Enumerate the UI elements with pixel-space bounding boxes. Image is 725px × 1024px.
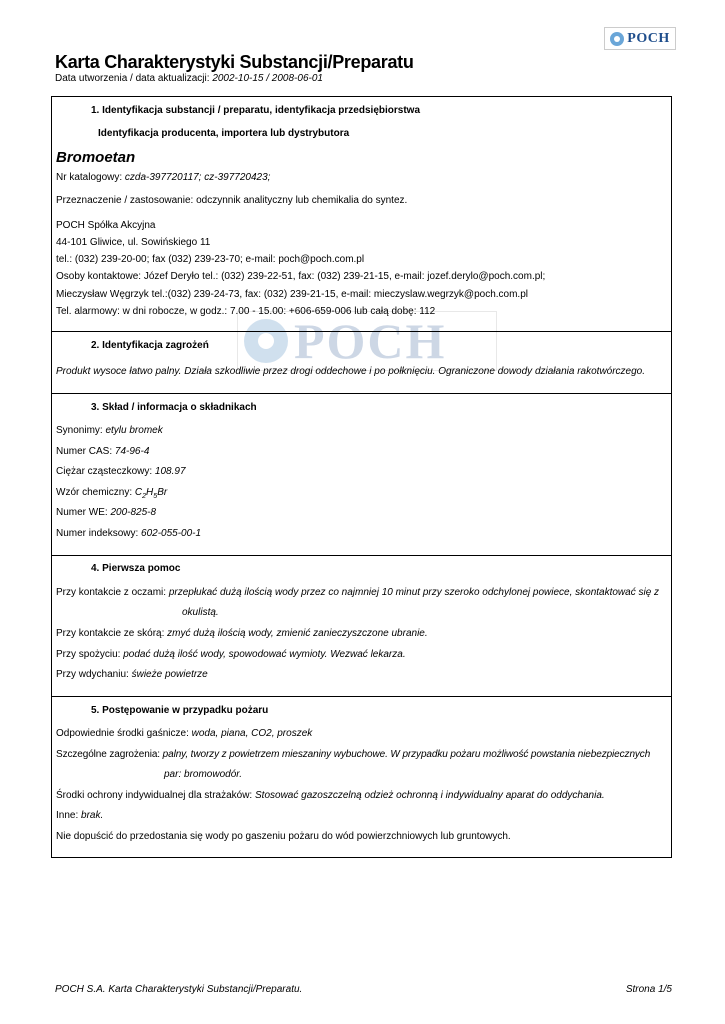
company-name: POCH Spółka Akcyjna [56, 220, 156, 231]
formula-sub-2: 2 [142, 493, 147, 500]
footer-page-number: Strona 1/5 [625, 984, 672, 995]
inhale-line [56, 669, 208, 680]
page-title: Karta Charakterystyki Substancji/Preparatu [55, 52, 414, 72]
section5-heading: 5. Postępowanie w przypadku pożaru [91, 705, 269, 716]
ppe-line [56, 790, 605, 801]
hazards-value: palny, tworzy z powietrzem mieszaniny wybuchowe. W przypadku pożaru możliwość powstania niebezpiecznych [162, 749, 651, 760]
footer-left: POCH S.A. Karta Charakterystyki Substancji/Preparatu. [55, 984, 303, 995]
mw-label: Ciężar cząsteczkowy: [56, 466, 155, 477]
we-value: 200-825-8 [110, 507, 157, 518]
section-divider [52, 555, 671, 556]
dates-value: 2002-10-15 / 2008-06-01 [212, 73, 323, 84]
section1-heading: 1. Identyfikacja substancji / preparatu, identyfikacja przedsiębiorstwa [91, 105, 420, 116]
purpose-label: Przeznaczenie / zastosowanie: [56, 195, 197, 206]
synonyms-value: etylu bromek [105, 425, 163, 436]
substance-name: Bromoetan [56, 149, 136, 166]
formula-label: Wzór chemiczny: [56, 487, 135, 498]
media-value: woda, piana, CO2, proszek [191, 728, 313, 739]
company-address: 44-101 Gliwice, ul. Sowińskiego 11 [56, 237, 211, 248]
poch-logo-icon [610, 32, 624, 46]
hazards-label: Szczególne zagrożenia: [56, 749, 163, 760]
other-label: Inne: [56, 810, 82, 821]
contact-line-2: Mieczysław Węgrzyk tel.:(032) 239-24-73, fax: (032) 239-21-15, e-mail: mieczyslaw.wegrzyk@poch.com.pl [56, 289, 528, 300]
hazards-value-cont: par: bromowodór. [164, 769, 242, 780]
index-value: 602-055-00-1 [141, 528, 202, 539]
mw-line [56, 466, 186, 477]
hazards-line [56, 749, 650, 760]
section-divider [52, 331, 671, 332]
ingest-line [56, 649, 406, 660]
ppe-label: Środki ochrony indywidualnej dla strażaków: [56, 790, 255, 801]
cas-label: Numer CAS: [56, 446, 115, 457]
mw-value: 108.97 [154, 466, 186, 477]
synonyms-label: Synonimy: [56, 425, 106, 436]
we-line [56, 507, 156, 518]
formula-h: H [146, 487, 154, 498]
we-label: Numer WE: [56, 507, 111, 518]
alarm-line: Tel. alarmowy: w dni robocze, w godz.: 7.00 - 15.00: +606-659-006 lub całą dobę: 112 [56, 306, 436, 317]
catalog-label: Nr katalogowy: [56, 172, 125, 183]
purpose-value: odczynnik analityczny lub chemikalia do syntez. [196, 195, 408, 206]
section4-heading: 4. Pierwsza pomoc [91, 563, 181, 574]
section3-heading: 3. Skład / informacja o składnikach [91, 402, 257, 413]
skin-value: zmyć dużą ilością wody, zmienić zanieczyszczone ubranie. [167, 628, 428, 639]
index-label: Numer indeksowy: [56, 528, 142, 539]
poch-logo [604, 27, 676, 50]
eyes-value: przepłukać dużą ilością wody przez co najmniej 10 minut przy szeroko odchylonej powiece, skontaktować się z [168, 587, 660, 598]
dates-line [55, 73, 323, 84]
dates-label: Data utworzenia / data aktualizacji: [55, 73, 213, 84]
document-box [51, 96, 672, 858]
eyes-label: Przy kontakcie z oczami: [56, 587, 169, 598]
catalog-line [56, 172, 270, 183]
watermark-text: POCH [294, 313, 447, 369]
formula-line [56, 487, 167, 500]
section-divider [52, 393, 671, 394]
formula-br: Br [157, 487, 168, 498]
eyes-value-cont: okulistą. [182, 607, 219, 618]
drain-line: Nie dopuścić do przedostania się wody po gaszeniu pożaru do wód powierzchniowych lub gruntowych. [56, 831, 511, 842]
media-line [56, 728, 312, 739]
skin-label: Przy kontakcie ze skórą: [56, 628, 168, 639]
contact-line-1: Osoby kontaktowe: Józef Deryło tel.: (032) 239-22-51, fax: (032) 239-21-15, e-mail: jozef.derylo@poch.com.pl; [56, 271, 546, 282]
media-label: Odpowiednie środki gaśnicze: [56, 728, 192, 739]
other-line [56, 810, 103, 821]
index-line [56, 528, 201, 539]
inhale-value: świeże powietrze [131, 669, 208, 680]
cas-value: 74-96-4 [114, 446, 150, 457]
formula-value [135, 487, 167, 498]
cas-line [56, 446, 149, 457]
section2-heading: 2. Identyfikacja zagrożeń [91, 340, 209, 351]
other-value: brak. [81, 810, 104, 821]
synonyms-line [56, 425, 163, 436]
ingest-value: podać dużą ilość wody, spowodować wymioty. Wezwać lekarza. [123, 649, 406, 660]
formula-c: C [134, 487, 143, 498]
eyes-line [56, 587, 659, 598]
skin-line [56, 628, 428, 639]
logo-text: POCH [627, 30, 670, 46]
hazard-text: Produkt wysoce łatwo palny. Działa szkodliwie przez drogi oddechowe i po połknięciu. Ograniczone dowody działania rakotwórczego. [56, 366, 646, 377]
inhale-label: Przy wdychaniu: [56, 669, 132, 680]
ingest-label: Przy spożyciu: [56, 649, 124, 660]
watermark-logo-icon [244, 319, 288, 363]
ppe-value: Stosować gazoszczelną odzież ochronną i indywidualny aparat do oddychania. [255, 790, 605, 801]
section-divider [52, 696, 671, 697]
catalog-value: czda-397720117; cz-397720423; [124, 172, 271, 183]
company-phone: tel.: (032) 239-20-00; fax (032) 239-23-70; e-mail: poch@poch.com.pl [56, 254, 365, 265]
poch-watermark [237, 311, 497, 371]
purpose-line [56, 195, 407, 206]
formula-sub-5: 5 [153, 493, 158, 500]
section1-subheading: Identyfikacja producenta, importera lub dystrybutora [98, 128, 350, 139]
